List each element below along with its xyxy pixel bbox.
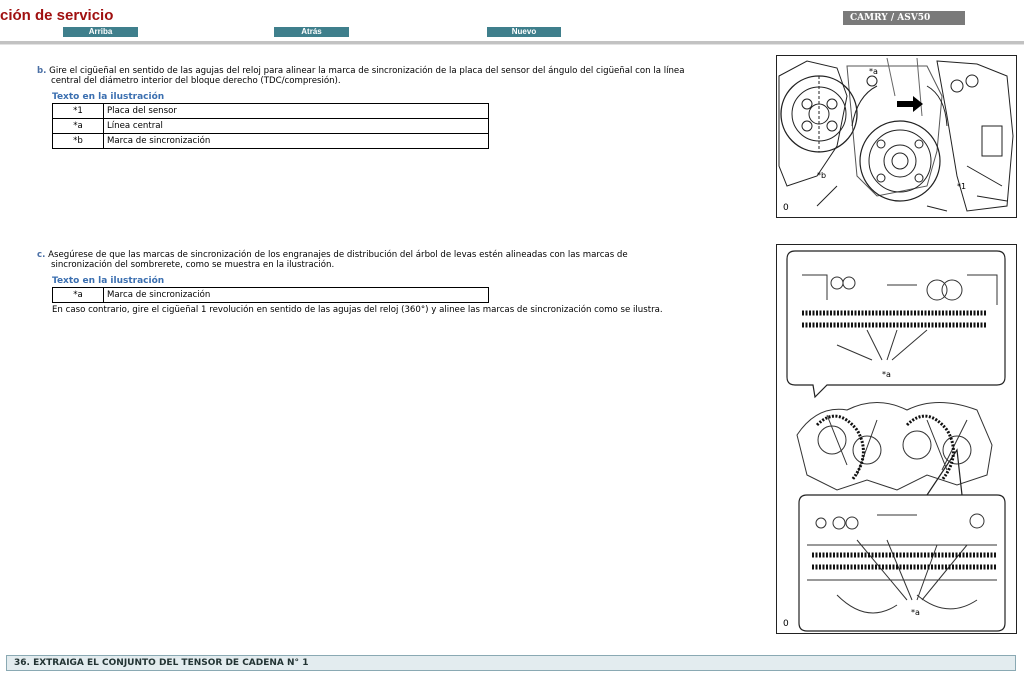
table-row <box>53 134 489 149</box>
table-row <box>53 119 489 134</box>
top-button[interactable]: Arriba <box>63 27 138 37</box>
legend-value: Placa del sensor <box>104 104 489 119</box>
step-c-line1: Asegúrese de que las marcas de sincronización de los engranajes de distribución del árbol de levas estén alineadas con las marcas de <box>48 250 628 260</box>
page-title: ción de servicio <box>0 7 114 24</box>
model-badge: CAMRY / ASV50 <box>843 11 965 25</box>
label-a-top: *a <box>882 370 891 379</box>
step-b-legend-table <box>52 103 489 149</box>
table-row <box>53 288 489 303</box>
legend-key: *1 <box>53 104 104 119</box>
step-c-line2: sincronización del sombrerete, como se muestra en la ilustración. <box>51 260 335 270</box>
step-b-letter: b. <box>37 66 47 76</box>
step-c-note: En caso contrario, gire el cigüeñal 1 revolución en sentido de las agujas del reloj (360°) y alinee las marcas de sincronización como se ilustra. <box>52 305 663 315</box>
crankshaft-illustration <box>776 55 1017 218</box>
step-b-line1: Gire el cigüeñal en sentido de las agujas del reloj para alinear la marca de sincronización de la placa del sensor del ángulo del cigüeñal con la línea <box>49 66 685 76</box>
legend-key: *a <box>53 119 104 134</box>
label-a: *a <box>869 67 878 76</box>
camshaft-drawing <box>777 245 1016 633</box>
legend-key: *b <box>53 134 104 149</box>
header-bar <box>0 0 1024 44</box>
table-row <box>53 104 489 119</box>
step-b-line2: central del diámetro interior del bloque derecho (TDC/compresión). <box>51 76 341 86</box>
section-header[interactable]: 36. EXTRAIGA EL CONJUNTO DEL TENSOR DE CADENA N° 1 <box>6 655 1016 671</box>
legend-key: *a <box>53 288 104 303</box>
rotation-arrow-icon <box>897 96 923 112</box>
legend-value: Marca de sincronización <box>104 134 489 149</box>
back-button[interactable]: Atrás <box>274 27 349 37</box>
step-c-legend-table <box>52 287 489 303</box>
crankshaft-drawing <box>777 56 1016 217</box>
label-a-bottom: *a <box>911 608 920 617</box>
step-b-text <box>37 66 684 86</box>
legend-value: Marca de sincronización <box>104 288 489 303</box>
step-c-text <box>37 250 628 270</box>
figure-code: 0 <box>783 203 789 213</box>
header-divider-light <box>0 44 1024 45</box>
legend-value: Línea central <box>104 119 489 134</box>
new-button[interactable]: Nuevo <box>487 27 561 37</box>
step-b-caption: Texto en la ilustración <box>52 92 165 102</box>
figure-code: 0 <box>783 619 789 629</box>
label-b: *b <box>817 171 827 180</box>
step-c-caption: Texto en la ilustración <box>52 276 165 286</box>
camshaft-timing-illustration <box>776 244 1017 634</box>
label-1: *1 <box>957 182 967 191</box>
step-c-letter: c. <box>37 250 46 260</box>
